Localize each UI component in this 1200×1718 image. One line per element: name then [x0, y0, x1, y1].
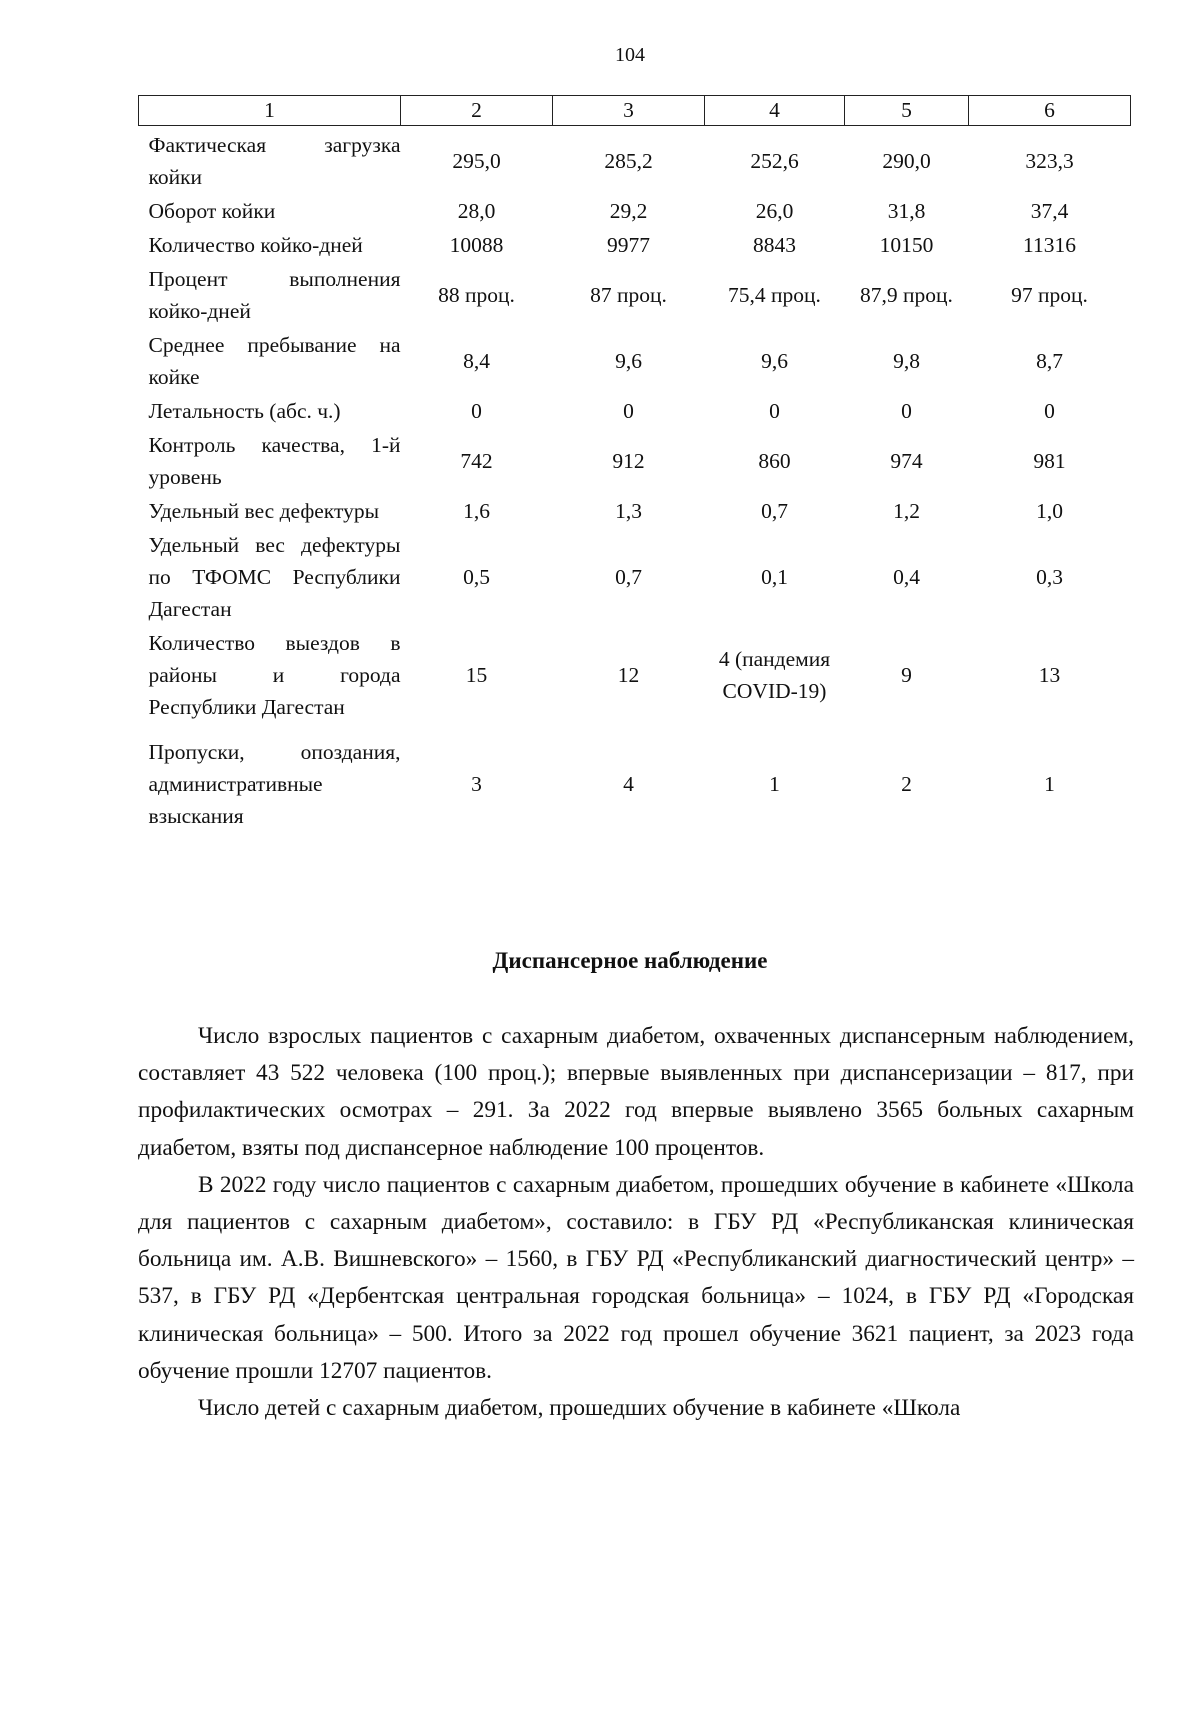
- statistics-table: [138, 95, 1131, 833]
- header-cell: 2: [401, 96, 553, 126]
- table-cell: 981: [1033, 449, 1066, 473]
- header-cell: 4: [705, 96, 845, 126]
- table-cell: 4 (пандемия COVID-19): [718, 647, 831, 703]
- row-label: Удельный вес дефектуры по ТФОМС Республики Дагестан: [148, 533, 401, 621]
- table-cell: 285,2: [604, 149, 653, 173]
- row-label: Оборот койки: [148, 199, 276, 223]
- table-cell: 1: [769, 772, 780, 796]
- header-cell: 6: [969, 96, 1131, 126]
- table-cell: 295,0: [452, 149, 501, 173]
- statistics-table-container: [138, 95, 1130, 833]
- section-heading: Диспансерное наблюдение: [492, 948, 768, 973]
- table-row: [139, 735, 1131, 833]
- table-cell: 13: [1038, 663, 1061, 687]
- table-row: [139, 126, 1131, 195]
- table-cell: 15: [465, 663, 488, 687]
- table-row: [139, 626, 1131, 735]
- table-cell: 912: [612, 449, 645, 473]
- paragraph: Число взрослых пациентов с сахарным диабетом, охваченных диспансерным наблюдением, составляет 43 522 человека (100 проц.); впервые выявленных при диспансеризации – 817, при профилактических осмотрах – 291. За 2022 год впервые выявлено 3565 больных сахарным диабетом, взяты под диспансерное наблюдение 100 процентов.: [138, 1023, 1134, 1161]
- table-row: [139, 328, 1131, 394]
- row-label: Процент выполнения койко-дней: [148, 267, 401, 323]
- table-cell: 290,0: [882, 149, 931, 173]
- table-row: [139, 262, 1131, 328]
- table-row: [139, 228, 1131, 262]
- row-label: Контроль качества, 1-й уровень: [148, 433, 401, 489]
- table-cell: 9,8: [893, 349, 920, 373]
- table-cell: 37,4: [1030, 199, 1069, 223]
- table-cell: 0,5: [463, 565, 490, 589]
- table-cell: 11316: [1023, 233, 1076, 257]
- table-row: [139, 528, 1131, 626]
- table-cell: 974: [890, 449, 923, 473]
- row-label: Удельный вес дефектуры: [148, 499, 380, 523]
- table-cell: 4: [623, 772, 634, 796]
- row-label: Фактическая загрузка койки: [148, 133, 401, 189]
- row-label: Летальность (абс. ч.): [148, 399, 341, 423]
- table-cell: 87 проц.: [590, 283, 667, 307]
- table-cell: 0: [1044, 399, 1055, 423]
- table-cell: 0,1: [761, 565, 788, 589]
- table-cell: 9: [901, 663, 912, 687]
- table-cell: 8843: [753, 233, 796, 257]
- paragraph: Число детей с сахарным диабетом, прошедших обучение в кабинете «Школа: [198, 1395, 961, 1422]
- table-cell: 1: [1044, 772, 1055, 796]
- table-cell: 0,7: [761, 499, 788, 523]
- body-text: [138, 1018, 1134, 1427]
- row-label: Количество выездов в районы и города Республики Дагестан: [148, 631, 401, 719]
- table-cell: 1,6: [463, 499, 490, 523]
- table-cell: 31,8: [887, 199, 926, 223]
- table-cell: 323,3: [1025, 149, 1074, 173]
- table-cell: 97 проц.: [1011, 283, 1088, 307]
- table-cell: 87,9 проц.: [860, 283, 953, 307]
- table-cell: 1,2: [893, 499, 920, 523]
- table-cell: 0,4: [893, 565, 920, 589]
- table-cell: 28,0: [457, 199, 496, 223]
- table-cell: 860: [758, 449, 791, 473]
- table-body: [139, 126, 1131, 834]
- table-cell: 29,2: [609, 199, 648, 223]
- row-label: Среднее пребывание на койке: [148, 333, 401, 389]
- table-cell: 75,4 проц.: [728, 283, 821, 307]
- table-cell: 742: [460, 449, 493, 473]
- table-row: [139, 194, 1131, 228]
- header-cell: 5: [845, 96, 969, 126]
- table-cell: 0,7: [615, 565, 642, 589]
- table-cell: 0: [769, 399, 780, 423]
- table-cell: 8,4: [463, 349, 490, 373]
- table-cell: 8,7: [1036, 349, 1063, 373]
- table-cell: 0: [901, 399, 912, 423]
- table-cell: 10088: [449, 233, 504, 257]
- row-label: Пропуски, опоздания, административные взыскания: [148, 740, 401, 828]
- table-cell: 1,3: [615, 499, 642, 523]
- row-label: Количество койко-дней: [148, 233, 363, 257]
- table-header: [139, 96, 1131, 126]
- table-cell: 88 проц.: [438, 283, 515, 307]
- table-cell: 0,3: [1036, 565, 1063, 589]
- table-cell: 9,6: [615, 349, 642, 373]
- table-cell: 26,0: [755, 199, 794, 223]
- table-cell: 0: [471, 399, 482, 423]
- header-cell: 3: [553, 96, 705, 126]
- table-cell: 12: [617, 663, 640, 687]
- header-cell: 1: [139, 96, 401, 126]
- page-number: 104: [615, 44, 645, 66]
- table-cell: 252,6: [750, 149, 799, 173]
- table-cell: 10150: [879, 233, 934, 257]
- table-cell: 0: [623, 399, 634, 423]
- header-row: [139, 96, 1131, 126]
- table-row: [139, 428, 1131, 494]
- paragraph: В 2022 году число пациентов с сахарным диабетом, прошедших обучение в кабинете «Школа для пациентов с сахарным диабетом», составило: в ГБУ РД «Республиканская клиническая больница им. А.В. Вишневского» – 1560, в ГБУ РД «Республиканский диагностический центр» – 537, в ГБУ РД «Дербентская центральная городская больница» – 1024, в ГБУ РД «Городская клиническая больница» – 500. Итого за 2022 год прошел обучение 3621 пациент, за 2023 года обучение прошли 12707 пациентов.: [138, 1171, 1134, 1384]
- table-row: [139, 394, 1131, 428]
- table-cell: 3: [471, 772, 482, 796]
- table-cell: 2: [901, 772, 912, 796]
- table-cell: 9,6: [761, 349, 788, 373]
- table-row: [139, 494, 1131, 528]
- table-cell: 9977: [607, 233, 650, 257]
- table-cell: 1,0: [1036, 499, 1063, 523]
